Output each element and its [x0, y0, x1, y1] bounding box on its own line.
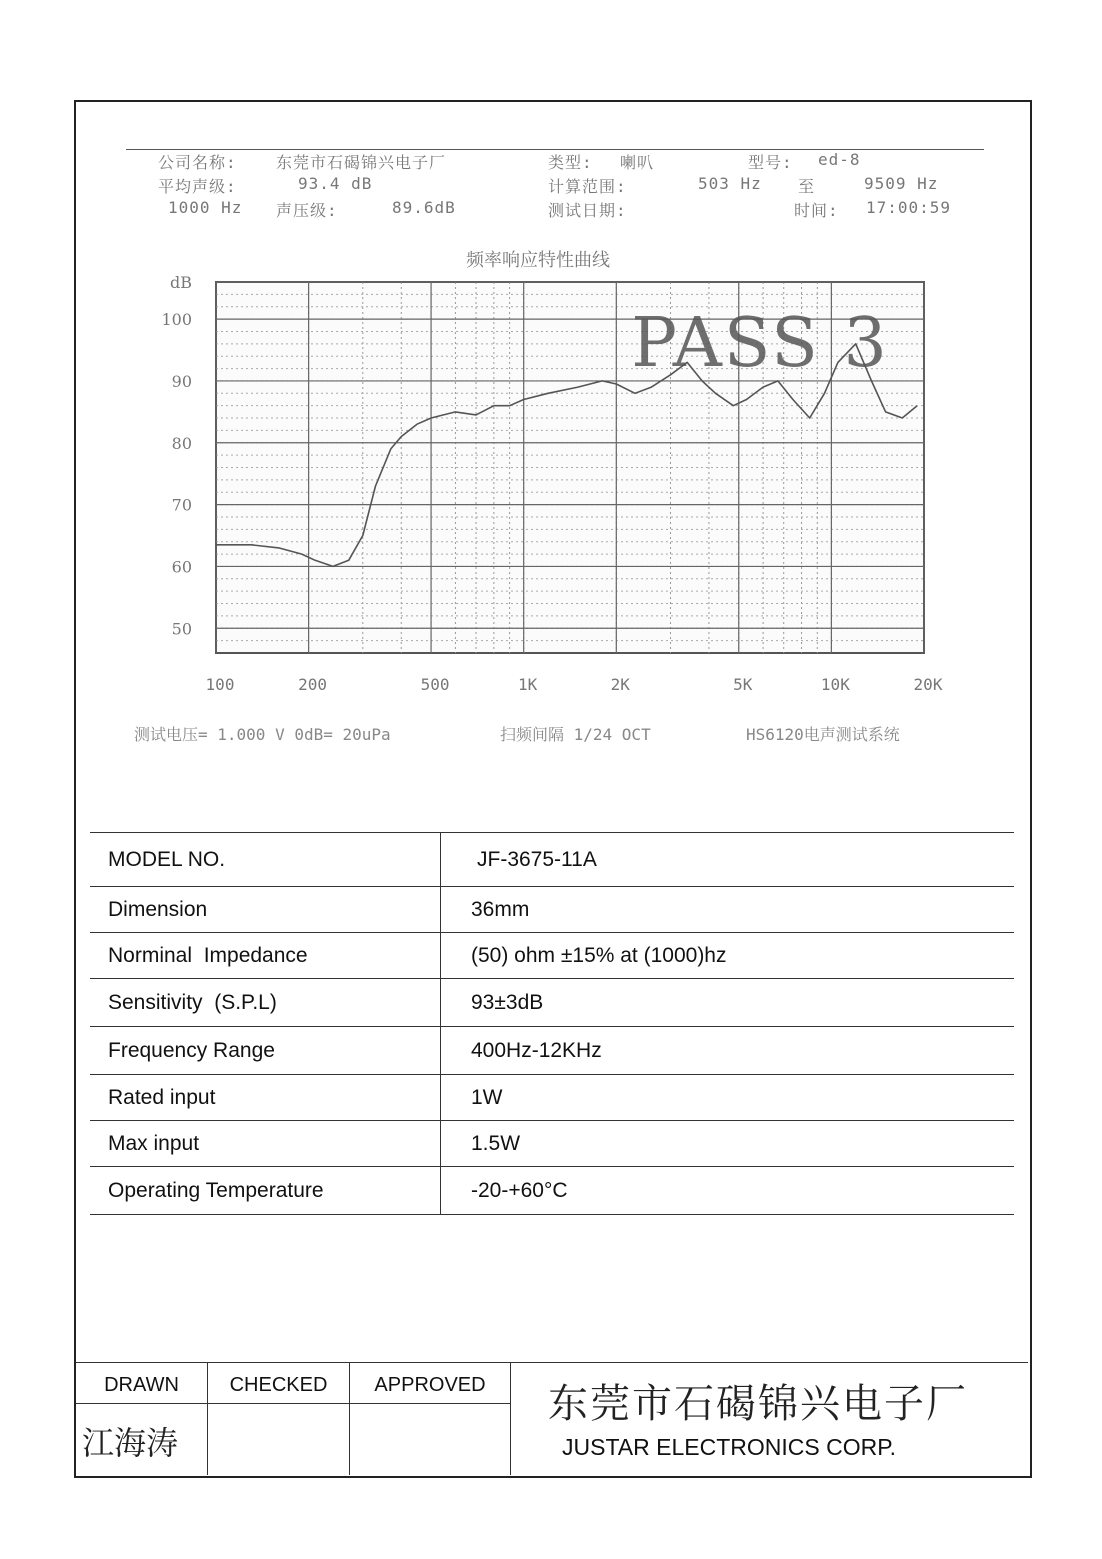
model-label: 型号: — [748, 153, 793, 172]
spl-value: 89.6dB — [392, 198, 456, 217]
approved-cell — [350, 1363, 511, 1475]
table-row — [90, 933, 1014, 979]
y-tick-label: dB — [170, 273, 192, 292]
calc-range-start: 503 Hz — [698, 174, 762, 193]
checked-cell — [208, 1363, 350, 1475]
x-tick-label: 10K — [820, 675, 850, 694]
x-tick-label: 200 — [298, 675, 328, 694]
x-tick-label: 500 — [420, 675, 450, 694]
y-tick-label: 70 — [171, 495, 192, 515]
table-row — [90, 979, 1014, 1027]
sweep-interval: 扫频间隔 1/24 OCT — [500, 725, 651, 744]
frequency-response-chart — [0, 0, 1102, 760]
company-name-value: 东莞市石碣锦兴电子厂 — [276, 153, 447, 172]
time-value: 17:00:59 — [866, 198, 952, 217]
chart-title: 频率响应特性曲线 — [466, 250, 610, 271]
y-tick-label: 80 — [171, 433, 192, 453]
table-row — [90, 1167, 1014, 1215]
spec-key-impedance: Norminal Impedance — [90, 933, 441, 979]
approved-label: APPROVED — [350, 1363, 510, 1404]
spec-key-operating-temp: Operating Temperature — [90, 1167, 441, 1215]
spec-key-dimension: Dimension — [90, 887, 441, 933]
test-date-label: 测试日期: — [548, 201, 627, 220]
spec-key-model: MODEL NO. — [90, 833, 441, 887]
ref-frequency: 1000 Hz — [168, 198, 243, 217]
type-label: 类型: — [548, 153, 593, 172]
spec-value-dimension: 36mm — [441, 887, 1015, 933]
spec-key-max-input: Max input — [90, 1121, 441, 1167]
company-name-label: 公司名称: — [158, 153, 237, 172]
spec-key-sensitivity: Sensitivity (S.P.L) — [90, 979, 441, 1027]
spec-value-rated-input: 1W — [441, 1075, 1015, 1121]
spec-table — [90, 832, 1014, 1215]
test-system: HS6120电声测试系统 — [746, 725, 900, 744]
table-row — [90, 1075, 1014, 1121]
x-tick-label: 2K — [610, 675, 630, 694]
table-row — [90, 1121, 1014, 1167]
table-row — [90, 887, 1014, 933]
spec-value-operating-temp: -20-+60°C — [441, 1167, 1015, 1215]
company-name-cn: 东莞市石碣锦兴电子厂 — [548, 1381, 968, 1427]
time-label: 时间: — [794, 201, 839, 220]
spec-value-impedance: (50) ohm ±15% at (1000)hz — [441, 933, 1015, 979]
company-name-en: JUSTAR ELECTRONICS CORP. — [562, 1434, 896, 1460]
test-voltage: 测试电压= 1.000 V 0dB= 20uPa — [134, 725, 391, 744]
y-tick-label: 60 — [171, 557, 192, 577]
calc-range-label: 计算范围: — [548, 177, 627, 196]
x-tick-label: 1K — [518, 675, 538, 694]
drawn-label: DRAWN — [76, 1363, 207, 1404]
calc-range-end: 9509 Hz — [864, 174, 939, 193]
table-row — [90, 1027, 1014, 1075]
pass-stamp: PASS 3 — [631, 304, 889, 383]
x-tick-label: 5K — [733, 675, 753, 694]
spec-value-max-input: 1.5W — [441, 1121, 1015, 1167]
calc-range-to: 至 — [798, 177, 816, 196]
x-tick-label: 100 — [205, 675, 235, 694]
y-tick-label: 50 — [171, 619, 192, 639]
spl-label: 声压级: — [276, 201, 338, 220]
drawn-by-signature: 江海涛 — [82, 1424, 179, 1462]
model-value: ed-8 — [818, 150, 861, 169]
spec-value-sensitivity: 93±3dB — [441, 979, 1015, 1027]
y-tick-label: 100 — [161, 310, 192, 330]
table-row — [90, 833, 1014, 887]
spec-value-model: JF-3675-11A — [441, 833, 1015, 887]
checked-label: CHECKED — [208, 1363, 349, 1404]
avg-level-value: 93.4 dB — [298, 174, 373, 193]
avg-level-label: 平均声级: — [158, 177, 237, 196]
spec-key-rated-input: Rated input — [90, 1075, 441, 1121]
spec-key-frequency-range: Frequency Range — [90, 1027, 441, 1075]
y-tick-label: 90 — [171, 371, 192, 391]
spec-value-frequency-range: 400Hz-12KHz — [441, 1027, 1015, 1075]
x-tick-label: 20K — [913, 675, 943, 694]
type-value: 喇叭 — [620, 153, 655, 172]
